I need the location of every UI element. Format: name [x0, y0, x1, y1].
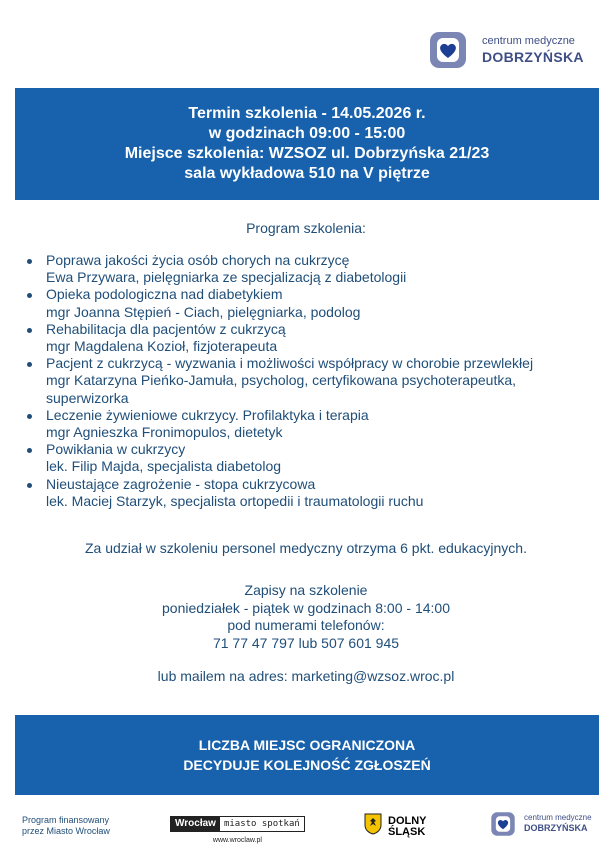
centrum-medyczne-small-logo — [490, 811, 600, 837]
program-item — [26, 355, 586, 407]
wroclaw-logo-left: Wrocław — [171, 817, 220, 831]
program-title: Program szkolenia: — [246, 220, 366, 236]
wroclaw-logo-right: miasto spotkań — [223, 819, 300, 829]
program-item — [26, 407, 586, 441]
program-item-topic: Powikłania w cukrzycy — [46, 441, 186, 458]
limited-seats-banner — [15, 715, 599, 795]
logo-subtitle: centrum medyczne — [482, 35, 575, 47]
registration-phones-label: pod numerami telefonów: — [227, 617, 385, 633]
dolny-slask-line: DOLNY — [388, 815, 427, 827]
order-of-applications-text: DECYDUJE KOLEJNOŚĆ ZGŁOSZEŃ — [183, 757, 431, 773]
program-item-topic: Rehabilitacja dla pacjentów z cukrzycą — [46, 320, 286, 337]
registration-block — [0, 582, 612, 652]
funding-note-line: Program finansowany — [22, 815, 110, 825]
program-item-topic: Opieka podologiczna nad diabetykiem — [46, 286, 283, 303]
registration-hours: poniedziałek - piątek w godzinach 8:00 - 14:00 — [162, 599, 450, 616]
heart-shield-icon — [428, 30, 468, 70]
program-item-speaker: mgr Agnieszka Fronimopulos, dietetyk — [46, 424, 283, 441]
program-item-topic: Leczenie żywieniowe cukrzycy. Profilaktyka i terapia — [46, 406, 369, 423]
program-item-speaker: mgr Joanna Stępień - Ciach, pielęgniarka, podolog — [46, 303, 361, 320]
eagle-shield-icon — [364, 813, 382, 835]
program-item — [26, 476, 586, 510]
wroclaw-logo — [170, 813, 305, 844]
program-item-speaker: mgr Katarzyna Pieńko-Jamuła, psycholog, certyfikowana psychoterapeutka, superwizorka — [46, 372, 517, 406]
logo-title: DOBRZYŃSKA — [482, 49, 584, 65]
dolny-slask-text — [388, 816, 427, 838]
program-item-speaker: lek. Maciej Starzyk, specjalista ortopedii i traumatologii ruchu — [46, 492, 424, 509]
funding-note — [22, 815, 110, 837]
program-item-speaker: mgr Magdalena Kozioł, fizjoterapeuta — [46, 338, 278, 355]
heart-shield-icon — [490, 811, 516, 837]
program-item — [26, 441, 586, 475]
wroclaw-url[interactable]: www.wroclaw.pl — [212, 837, 262, 844]
registration-title: Zapisy na szkolenie — [244, 582, 368, 598]
program-item-speaker: Ewa Przywara, pielęgniarka ze specjalizacją z diabetologii — [46, 269, 407, 286]
limited-seats-text: LICZBA MIEJSC OGRANICZONA — [198, 737, 416, 753]
registration-email[interactable]: lub mailem na adres: marketing@wzsoz.wroc.pl — [157, 668, 455, 684]
training-hours: w godzinach 09:00 - 15:00 — [208, 125, 406, 142]
program-item-topic: Poprawa jakości życia osób chorych na cukrzycę — [46, 252, 350, 268]
training-date-banner — [15, 88, 599, 200]
program-item-speaker: lek. Filip Majda, specjalista diabetolog — [46, 458, 282, 475]
small-logo-title: DOBRZYŃSKA — [524, 823, 588, 833]
wroclaw-logo-box — [170, 816, 305, 832]
small-logo-subtitle: centrum medyczne — [524, 813, 592, 822]
centrum-medyczne-logo — [428, 30, 598, 70]
program-item-topic: Nieustające zagrożenie - stopa cukrzycowa — [46, 475, 316, 492]
training-location: Miejsce szkolenia: WZSOZ ul. Dobrzyńska 21/23 — [124, 145, 490, 162]
training-room: sala wykładowa 510 na V piętrze — [184, 165, 430, 182]
program-list — [26, 252, 586, 510]
footer — [0, 805, 612, 859]
education-points-note: Za udział w szkoleniu personel medyczny otrzyma 6 pkt. edukacyjnych. — [85, 540, 527, 556]
training-date: Termin szkolenia - 14.05.2026 r. — [188, 105, 426, 122]
dolny-slask-logo — [364, 813, 427, 840]
registration-phones[interactable]: 71 77 47 797 lub 507 601 945 — [212, 634, 400, 651]
dolny-slask-line: ŚLĄSK — [388, 826, 426, 838]
program-item — [26, 321, 586, 355]
program-item — [26, 286, 586, 320]
program-item-topic: Pacjent z cukrzycą - wyzwania i możliwości współpracy w chorobie przewlekłej — [46, 355, 534, 372]
program-item — [26, 252, 586, 286]
funding-note-line: przez Miasto Wrocław — [22, 826, 110, 836]
